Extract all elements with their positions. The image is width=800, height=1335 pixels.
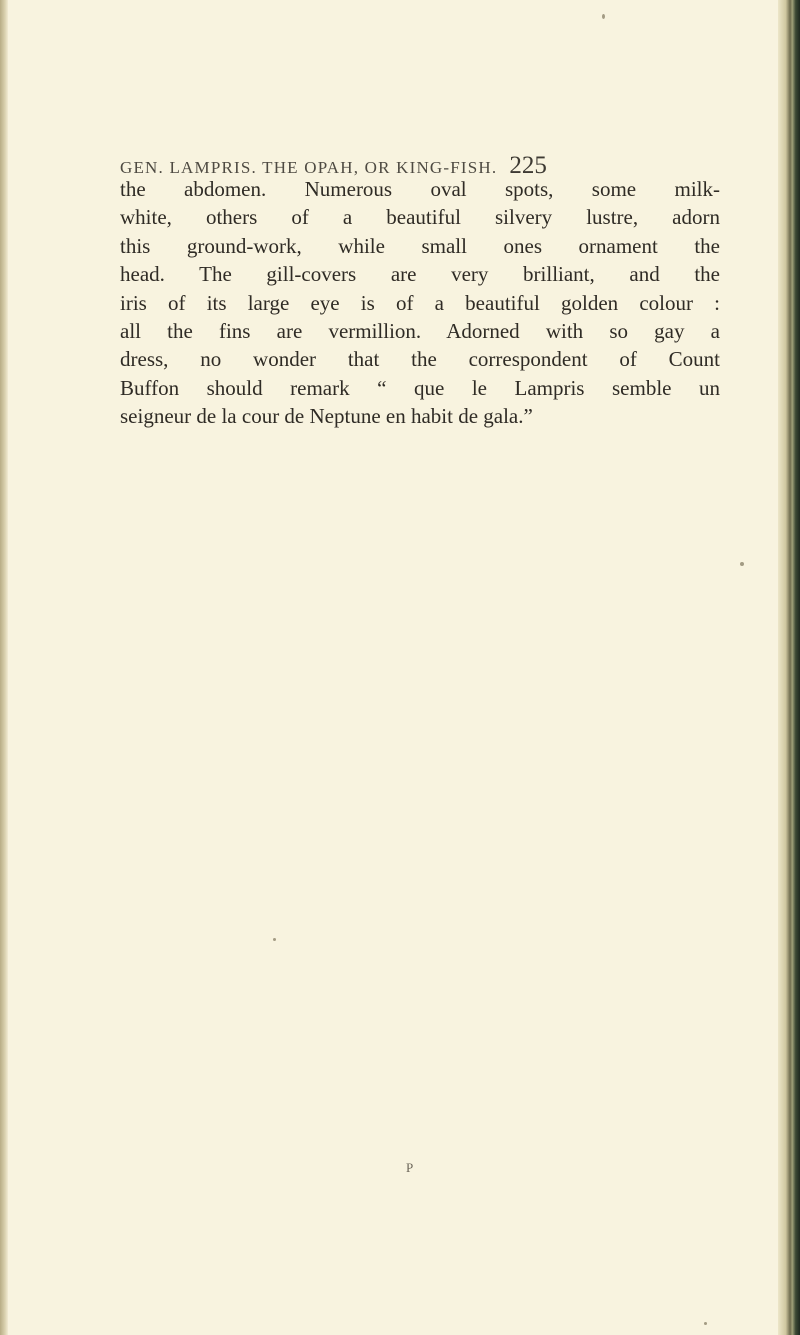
page-number: 225 <box>509 152 547 179</box>
paper-speck <box>273 938 276 941</box>
paper-speck <box>740 562 744 566</box>
text-line: iris of its large eye is of a beautiful golden colour : <box>120 290 720 315</box>
body-paragraph <box>120 175 720 431</box>
text-line: this ground-work, while small ones ornament the <box>120 233 720 258</box>
page-binding-edge <box>778 0 800 1335</box>
text-line: dress, no wonder that the correspondent of Count <box>120 347 720 372</box>
paper-speck <box>704 1322 707 1325</box>
text-line: all the fins are vermillion. Adorned with so gay a <box>120 318 720 343</box>
signature-mark: P <box>406 1160 414 1175</box>
text-line: seigneur de la cour de Neptune en habit de gala.” <box>120 404 533 429</box>
paper-speck <box>602 14 605 19</box>
running-title: GEN. LAMPRIS. THE OPAH, OR KING-FISH. <box>120 158 498 177</box>
text-line: Buffon should remark “ que le Lampris semble un <box>120 375 720 400</box>
page-gutter-shadow <box>0 0 8 1335</box>
text-line: the abdomen. Numerous oval spots, some milk- <box>120 177 720 201</box>
text-line: white, others of a beautiful silvery lustre, adorn <box>120 205 720 230</box>
text-line: head. The gill-covers are very brilliant, and the <box>120 262 720 287</box>
